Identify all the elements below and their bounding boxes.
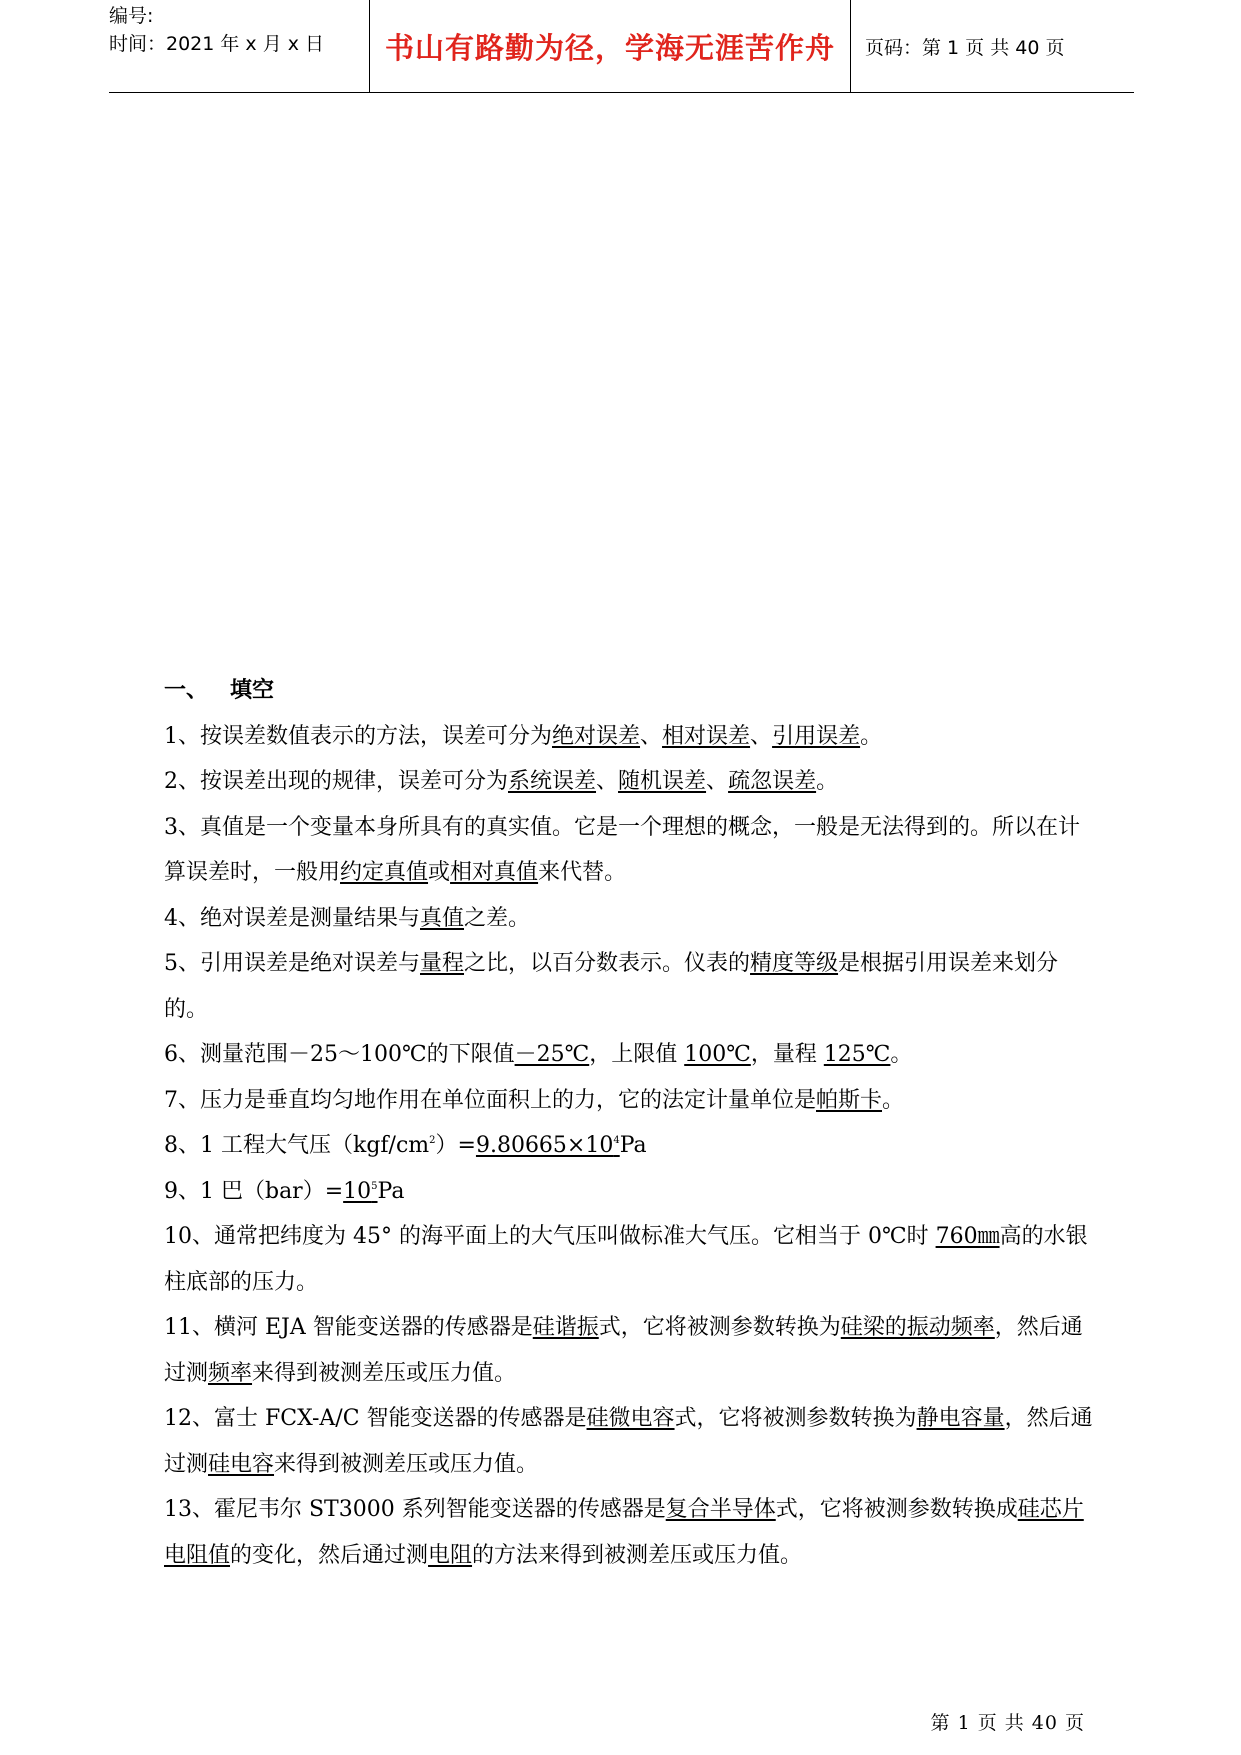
q12-end: 来得到被测差压或压力值。 bbox=[274, 1451, 539, 1477]
q13-text-3: 的变化，然后通过测 bbox=[230, 1542, 429, 1568]
page-header bbox=[109, 0, 1134, 93]
q1-answer-2: 相对误差 bbox=[662, 723, 751, 749]
q6-text: 6、测量范围－25～100℃的下限值 bbox=[164, 1042, 515, 1067]
q2-end: 。 bbox=[816, 769, 839, 794]
q3-answer-1: 约定真值 bbox=[340, 860, 429, 885]
q2-answer-2: 随机误差 bbox=[618, 769, 707, 794]
q8-answer-value: 9.80665×10 bbox=[475, 1133, 614, 1158]
q7-end: 。 bbox=[882, 1087, 905, 1113]
q2-answer-1: 系统误差 bbox=[508, 769, 597, 794]
q8-answer-1 bbox=[476, 1133, 620, 1158]
q2-sep: 、 bbox=[596, 769, 619, 794]
q11-end: 来得到被测差压或压力值。 bbox=[252, 1360, 517, 1386]
q4-end: 之差。 bbox=[464, 905, 531, 931]
header-meta bbox=[109, 0, 369, 94]
q13-answer-2: 硅芯片电阻值 bbox=[164, 1497, 1084, 1568]
number-label: 编号: bbox=[109, 5, 154, 27]
q4-answer-1: 真值 bbox=[420, 905, 465, 931]
q13-answer-1: 复合半导体 bbox=[665, 1497, 776, 1522]
q7-answer-1: 帕斯卡 bbox=[816, 1087, 883, 1113]
q3-text: 3、真值是一个变量本身所具有的真实值。它是一个理想的概念，一般是无法得到的。所以在计算误差时，一般用 bbox=[164, 814, 1081, 885]
q1-end: 。 bbox=[860, 723, 883, 749]
q13-text-2: 式，它将被测参数转换成 bbox=[775, 1497, 1018, 1522]
page-footer bbox=[931, 1708, 1085, 1735]
q13-end: 的方法来得到被测差压或压力值。 bbox=[472, 1542, 803, 1568]
q9-answer-value: 10 bbox=[343, 1178, 372, 1204]
page-info-text: 页码：第 1 页 共 40 页 bbox=[865, 36, 1065, 59]
q1-answer-1: 绝对误差 bbox=[552, 723, 641, 749]
time-label: 时间：2021 年 x 月 x 日 bbox=[109, 33, 325, 55]
section-heading bbox=[164, 668, 1094, 714]
q1-text: 1、按误差数值表示的方法，误差可分为 bbox=[164, 723, 552, 749]
q6-answer-2: 100℃ bbox=[684, 1042, 751, 1067]
document-body bbox=[164, 668, 1094, 1578]
q11-answer-1: 硅谐振 bbox=[532, 1315, 599, 1340]
q13-text: 13、霍尼韦尔 ST3000 系列智能变送器的传感器是 bbox=[164, 1497, 666, 1522]
q1-sep: 、 bbox=[640, 723, 663, 749]
q2-text: 2、按误差出现的规律，误差可分为 bbox=[164, 769, 508, 794]
q6-text-2: ，上限值 bbox=[589, 1042, 685, 1067]
question-8 bbox=[164, 1123, 1094, 1169]
q11-text: 11、横河 EJA 智能变送器的传感器是 bbox=[164, 1315, 533, 1340]
q3-answer-2: 相对真值 bbox=[450, 860, 539, 885]
q12-text: 12、富士 FCX-A/C 智能变送器的传感器是 bbox=[164, 1406, 587, 1431]
q9-answer-1 bbox=[343, 1179, 377, 1204]
q9-unit: Pa bbox=[377, 1178, 405, 1204]
q3-end: 来代替。 bbox=[538, 860, 627, 885]
header-page-info bbox=[853, 0, 1145, 92]
section-number: 一、 bbox=[164, 678, 209, 703]
q6-answer-1: －25℃ bbox=[514, 1042, 590, 1067]
q12-text-3: ，然后通过测 bbox=[164, 1406, 1093, 1477]
q5-text: 5、引用误差是绝对误差与 bbox=[164, 951, 420, 976]
q9-answer-exponent: 5 bbox=[371, 1180, 378, 1192]
question-2 bbox=[164, 759, 1094, 805]
q6-answer-3: 125℃ bbox=[823, 1042, 891, 1067]
q5-text-2: 之比，以百分数表示。仪表的 bbox=[464, 951, 751, 976]
question-10 bbox=[164, 1214, 1094, 1305]
question-11 bbox=[164, 1305, 1094, 1396]
q11-text-2: 式，它将被测参数转换为 bbox=[598, 1315, 841, 1340]
q2-answer-3: 疏忽误差 bbox=[728, 769, 817, 794]
q11-text-3: ，然后通过测 bbox=[164, 1315, 1083, 1386]
question-13 bbox=[164, 1487, 1094, 1578]
q5-answer-1: 量程 bbox=[420, 951, 465, 976]
question-7 bbox=[164, 1078, 1094, 1124]
q8-answer-exponent: 4 bbox=[613, 1135, 620, 1146]
q1-sep: 、 bbox=[750, 723, 773, 749]
q8-text-2: ）= bbox=[435, 1133, 476, 1158]
q8-unit: Pa bbox=[619, 1133, 647, 1158]
q8-superscript: 2 bbox=[429, 1135, 436, 1146]
question-1 bbox=[164, 714, 1094, 760]
section-title: 填空 bbox=[230, 678, 275, 703]
q12-answer-3: 硅电容 bbox=[208, 1451, 275, 1477]
question-9 bbox=[164, 1169, 1094, 1215]
q6-end: 。 bbox=[890, 1042, 913, 1067]
q10-text: 10、通常把纬度为 45° 的海平面上的大气压叫做标准大气压。它相当于 0℃时 bbox=[164, 1224, 936, 1249]
q4-text: 4、绝对误差是测量结果与 bbox=[164, 905, 420, 931]
q9-text: 9、1 巴（bar）= bbox=[164, 1178, 344, 1204]
question-3 bbox=[164, 805, 1094, 896]
q10-answer-1: 760㎜ bbox=[935, 1224, 1000, 1249]
motto-text: 书山有路勤为径，学海无涯苦作舟 bbox=[384, 30, 835, 65]
q12-text-2: 式，它将被测参数转换为 bbox=[674, 1406, 917, 1431]
q10-end: 高的水银柱底部的压力。 bbox=[164, 1224, 1088, 1295]
q2-sep: 、 bbox=[706, 769, 729, 794]
q6-text-3: ，量程 bbox=[750, 1042, 824, 1067]
question-12 bbox=[164, 1396, 1094, 1487]
q12-answer-2: 静电容量 bbox=[916, 1406, 1005, 1431]
question-6 bbox=[164, 1032, 1094, 1078]
footer-page-info: 第 1 页 共 40 页 bbox=[930, 1712, 1085, 1734]
header-motto-cell bbox=[369, 0, 851, 92]
q13-answer-3: 电阻 bbox=[428, 1542, 473, 1568]
q5-answer-2: 精度等级 bbox=[750, 951, 839, 976]
question-5 bbox=[164, 941, 1094, 1032]
q11-answer-2: 硅梁的振动频率 bbox=[840, 1315, 995, 1340]
question-4 bbox=[164, 896, 1094, 942]
q3-sep: 或 bbox=[428, 860, 451, 885]
q11-answer-3: 频率 bbox=[208, 1360, 253, 1386]
q1-answer-3: 引用误差 bbox=[772, 723, 861, 749]
q8-text: 8、1 工程大气压（kgf/cm bbox=[164, 1133, 430, 1158]
q7-text: 7、压力是垂直均匀地作用在单位面积上的力，它的法定计量单位是 bbox=[164, 1087, 816, 1113]
q5-end: 是根据引用误差来划分的。 bbox=[164, 951, 1059, 1022]
q12-answer-1: 硅微电容 bbox=[586, 1406, 675, 1431]
